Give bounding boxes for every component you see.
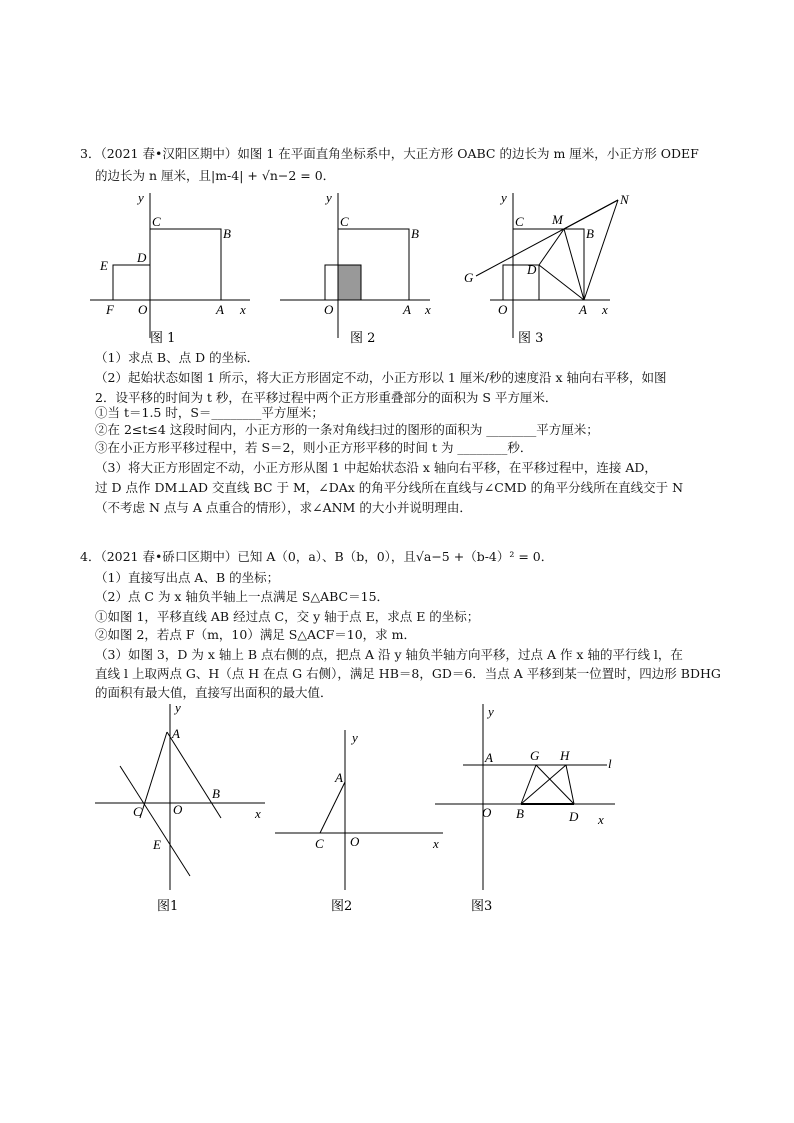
label-A: A: [485, 750, 493, 765]
square-shape: [113, 265, 150, 300]
label-B: B: [516, 806, 524, 821]
label-y: y: [488, 704, 494, 719]
q3-line: （1）求点 B、点 D 的坐标．: [95, 350, 260, 365]
square-shape: [338, 265, 361, 300]
caption: 图3: [471, 899, 493, 914]
label-C: C: [152, 214, 161, 229]
q3-figure-1: [90, 188, 260, 348]
label-O: O: [498, 302, 508, 317]
label-B: B: [212, 786, 220, 801]
label-N: N: [620, 192, 629, 207]
figure-line: [521, 765, 566, 804]
q3-line: ③在小正方形平移过程中，若 S＝2，则小正方形平移的时间 t 为 ________秒．: [95, 440, 533, 455]
label-O: O: [138, 302, 148, 317]
label-x: x: [598, 812, 604, 827]
q4-line: （3）如图 3，D 为 x 轴上 B 点右侧的点，把点 A 沿 y 轴负半轴方向平移，过点 A 作 x 轴的平行线 l，在: [95, 647, 683, 662]
q4-line: ①如图 1，平移直线 AB 经过点 C，交 y 轴于点 E，求点 E 的坐标；: [95, 609, 480, 624]
caption: 图1: [157, 899, 179, 914]
label-B: B: [586, 226, 594, 241]
label-H: H: [560, 748, 570, 763]
label-G: G: [464, 270, 474, 285]
label-y: y: [501, 190, 507, 205]
q4-figure-3: [435, 700, 625, 920]
label-O: O: [324, 302, 334, 317]
q3-figure-2: [280, 188, 450, 348]
label-x: x: [255, 806, 261, 821]
label-D: D: [527, 262, 537, 277]
figure-line: [566, 765, 574, 804]
label-C: C: [315, 836, 324, 851]
label-D: D: [137, 250, 147, 265]
label-O: O: [482, 805, 492, 820]
figure-line: [539, 229, 564, 265]
q3-line: （不考虑 N 点与 A 点重合的情形），求∠ANM 的大小并说明理由．: [95, 500, 472, 515]
q4-line: 直线 l 上取两点 G、H（点 H 在点 G 右侧），满足 HB＝8，GD＝6．当点 A 平移到某一位置时，四边形 BDHG: [95, 666, 721, 681]
label-l: l: [608, 756, 612, 771]
q3-line: 3．（2021 春•汉阳区期中）如图 1 在平面直角坐标系中，大正方形 OABC 的边长为 m 厘米，小正方形 ODEF: [80, 146, 699, 161]
label-G: G: [530, 748, 540, 763]
q3-line: （3）将大正方形固定不动，小正方形从图 1 中起始状态沿 x 轴向右平移，在平移过程中，连接 AD，: [95, 460, 657, 475]
q3-figure-3: [460, 188, 640, 348]
label-A: A: [335, 770, 343, 785]
figure-line: [320, 782, 345, 833]
label-C: C: [340, 214, 349, 229]
label-B: B: [411, 226, 419, 241]
figure-line: [140, 732, 167, 818]
figure-line: [564, 229, 584, 300]
label-F: F: [106, 302, 114, 317]
q3-line: 的边长为 n 厘米，且|m-4| + √n−2 = 0．: [95, 168, 336, 183]
label-x: x: [433, 836, 439, 851]
q3-line: ②在 2≤t≤4 这段时间内，小正方形的一条对角线扫过的图形的面积为 ________平方厘米；: [95, 422, 599, 437]
q3-line: ①当 t＝1.5 时，S＝________平方厘米；: [95, 405, 324, 420]
q4-line: （1）直接写出点 A、B 的坐标；: [95, 570, 280, 585]
label-D: D: [569, 809, 579, 824]
label-A: A: [172, 726, 180, 741]
label-y: y: [352, 730, 358, 745]
q4-figure-1: [95, 700, 275, 920]
figure-line: [120, 766, 190, 876]
label-C: C: [133, 804, 142, 819]
label-O: O: [173, 802, 183, 817]
q3-line: （2）起始状态如图 1 所示，将大正方形固定不动，小正方形以 1 厘米/秒的速度沿 x 轴向右平移，如图: [95, 370, 667, 385]
label-x: x: [425, 302, 431, 317]
q4-line: ②如图 2，若点 F（m，10）满足 S△ACF＝10，求 m．: [95, 627, 416, 642]
figure-line: [536, 765, 574, 804]
q4-figure-2: [275, 700, 455, 920]
q3-line: 过 D 点作 DM⊥AD 交直线 BC 于 M，∠DAx 的角平分线所在直线与∠CMD 的角平分线所在直线交于 N: [95, 480, 684, 495]
q3-line: 2．设平移的时间为 t 秒，在平移过程中两个正方形重叠部分的面积为 S 平方厘米．: [95, 390, 558, 405]
label-A: A: [216, 302, 224, 317]
label-x: x: [602, 302, 608, 317]
caption: 图 2: [350, 331, 376, 346]
label-O: O: [350, 834, 360, 849]
label-y: y: [175, 700, 181, 715]
label-C: C: [515, 214, 524, 229]
q4-line: 4．（2021 春•硚口区期中）已知 A（0，a）、B（b，0），且√a−5 +（b-4）² = 0．: [80, 549, 554, 564]
label-y: y: [138, 190, 144, 205]
label-A: A: [403, 302, 411, 317]
caption: 图 3: [518, 331, 544, 346]
q4-line: 的面积有最大值，直接写出面积的最大值．: [95, 685, 333, 700]
caption: 图2: [331, 899, 353, 914]
q4-line: （2）点 C 为 x 轴负半轴上一点满足 S△ABC＝15．: [95, 589, 390, 604]
label-A: A: [579, 302, 587, 317]
figure-line: [539, 265, 584, 300]
label-y: y: [326, 190, 332, 205]
square-shape: [150, 229, 221, 300]
label-E: E: [100, 258, 108, 273]
label-E: E: [153, 837, 161, 852]
label-x: x: [240, 302, 246, 317]
label-M: M: [552, 212, 563, 227]
caption: 图 1: [150, 331, 176, 346]
label-B: B: [223, 226, 231, 241]
